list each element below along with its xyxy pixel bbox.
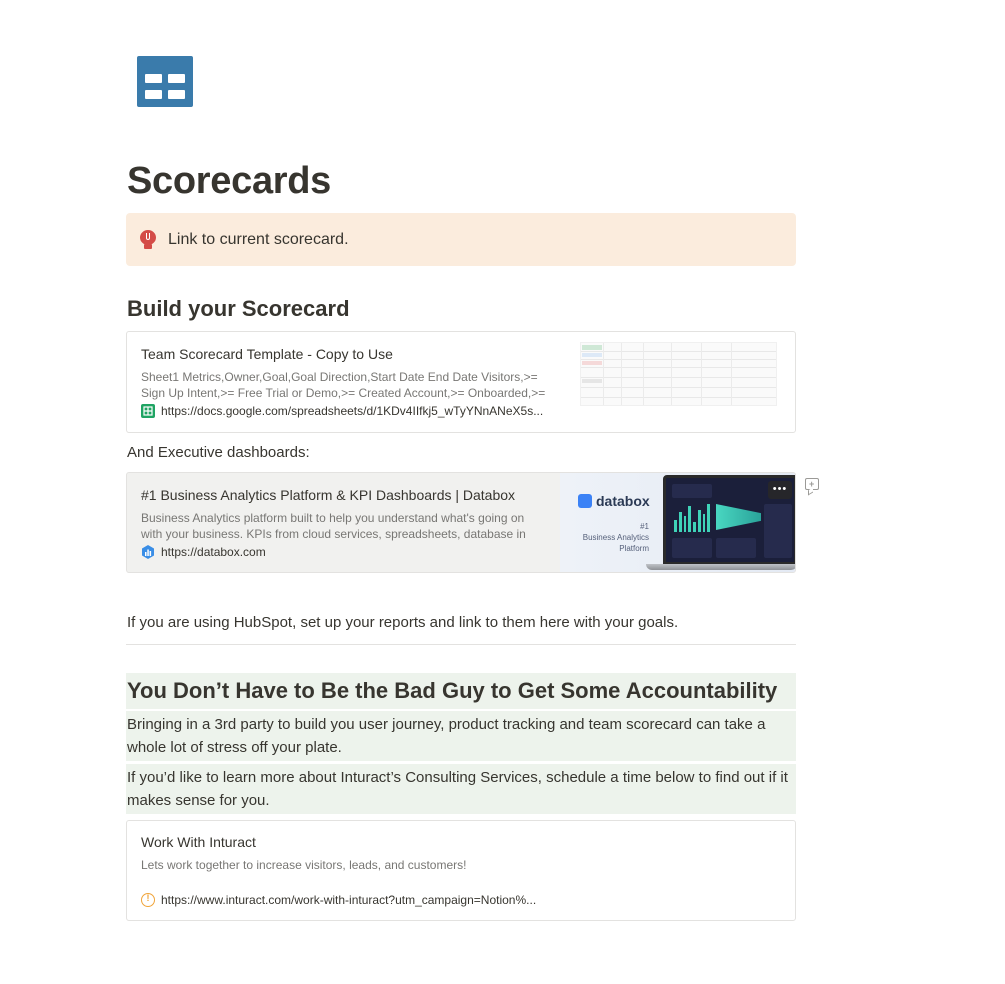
databox-icon [141, 545, 155, 559]
bookmark-team-scorecard[interactable] [126, 331, 796, 433]
build-scorecard-heading: Build your Scorecard [127, 296, 350, 321]
callout-text[interactable]: Link to current scorecard. [168, 230, 349, 248]
bookmark-description-line1: Sheet1 Metrics,Owner,Goal,Goal Direction,Start Date End Date Visitors,>= [141, 370, 538, 384]
hubspot-text[interactable]: If you are using HubSpot, set up your reports and link to them here with your goals. [127, 614, 679, 631]
google-sheets-icon [141, 404, 155, 418]
bookmark-url: https://docs.google.com/spreadsheets/d/1KDv4IIfkj5_wTyYNnANeX5s... [161, 404, 544, 418]
page-title[interactable]: Scorecards [127, 160, 332, 202]
lightbulb-icon [140, 230, 156, 250]
bookmark-work-with-inturact[interactable] [126, 820, 796, 921]
callout[interactable] [126, 213, 796, 266]
databox-thumbnail [560, 473, 796, 573]
bookmark-url: https://databox.com [161, 545, 266, 559]
info-circle-icon [141, 893, 155, 907]
accountability-paragraph-2[interactable]: If you’d like to learn more about Inturact’s Consulting Services, schedule a time below to find out if it makes sense for you. [126, 764, 796, 814]
bookmark-description: Lets work together to increase visitors, leads, and customers! [141, 858, 467, 872]
page-table-icon[interactable] [137, 56, 193, 107]
laptop-base [646, 564, 796, 570]
spreadsheet-thumbnail [580, 342, 777, 406]
bookmark-databox[interactable] [126, 472, 796, 573]
bookmark-url: https://www.inturact.com/work-with-inturact?utm_campaign=Notion%... [161, 893, 537, 907]
divider [126, 644, 796, 645]
bookmark-url-row [141, 893, 536, 907]
databox-logo: databox [578, 493, 650, 509]
bookmark-url-row [141, 404, 543, 418]
accountability-heading[interactable]: You Don’t Have to Be the Bad Guy to Get Some Accountability [126, 673, 796, 709]
accountability-paragraph-1[interactable]: Bringing in a 3rd party to build you user journey, product tracking and team scorecard can take a whole lot of stress off your plate. [126, 711, 796, 761]
bookmark-title: Work With Inturact [141, 834, 256, 850]
databox-tagline: #1 Business Analytics Platform [582, 522, 649, 553]
bookmark-description-line2: with your business. KPIs from cloud services, spreadsheets, database in [141, 527, 526, 541]
add-comment-icon[interactable]: + [805, 478, 819, 490]
laptop-dashboard-image [663, 475, 796, 565]
bookmark-description-line2: Sign Up Intent,>= Free Trial or Demo,>= Created Account,>= Onboarded,>= [141, 386, 546, 400]
bookmark-title: #1 Business Analytics Platform & KPI Dashboards | Databox [141, 487, 516, 503]
more-options-button[interactable]: ••• [768, 481, 792, 499]
bookmark-description-line1: Business Analytics platform built to help you understand what's going on [141, 511, 525, 525]
bookmark-title: Team Scorecard Template - Copy to Use [141, 346, 393, 362]
bookmark-url-row [141, 545, 266, 559]
executive-dashboards-text[interactable]: And Executive dashboards: [127, 444, 310, 461]
databox-logo-icon [578, 494, 592, 508]
